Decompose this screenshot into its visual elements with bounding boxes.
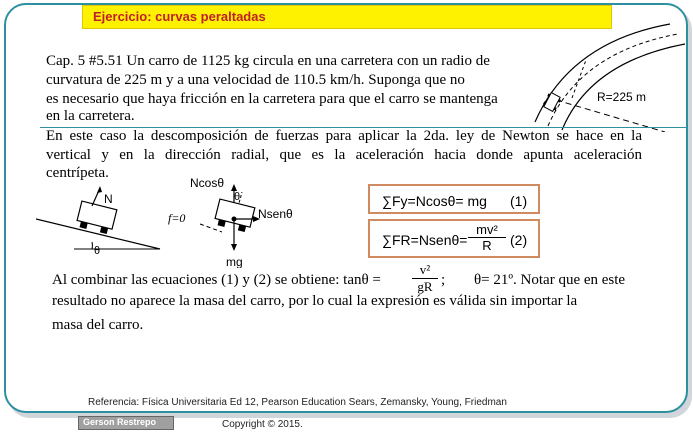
conclusion-numerator: v² bbox=[412, 262, 438, 279]
conclusion-line-3: masa del carro. bbox=[52, 317, 144, 333]
conclusion-line-1a: Al combinar las ecuaciones (1) y (2) se obtiene: tanθ = bbox=[52, 272, 381, 288]
conclusion-denominator: gR bbox=[417, 279, 433, 294]
explanation-line-1: En este caso la descomposición de fuerzas para aplicar la 2da. ley de Newton se hace en la bbox=[46, 128, 642, 144]
ncos-label: Ncosθ bbox=[190, 176, 225, 190]
angle-label: θ bbox=[94, 245, 101, 256]
equation-1-number: (1) bbox=[510, 193, 528, 209]
problem-line-2: curvatura de 225 m y a una velocidad de 110.5 km/h. Suponga que no bbox=[46, 72, 465, 88]
reference-text: Referencia: Física Universitaria Ed 12, Pearson Education Sears, Zemansky, Young, Friedman bbox=[88, 397, 507, 408]
explanation-line-3: centrípeta. bbox=[46, 165, 109, 181]
normal-label: N bbox=[104, 192, 113, 206]
theta-small-label: θ bbox=[234, 191, 241, 203]
problem-line-4: en la carretera. bbox=[46, 108, 135, 124]
equation-2-fraction bbox=[468, 222, 506, 253]
equation-2-numerator: mv² bbox=[468, 222, 506, 238]
radius-label: R=225 m bbox=[597, 90, 647, 104]
free-body-diagram bbox=[164, 172, 314, 268]
conclusion-fraction bbox=[412, 262, 438, 295]
nsen-label: Nsenθ bbox=[258, 207, 293, 221]
problem-line-1: Cap. 5 #5.51 Un carro de 1125 kg circula en una carretera con un radio de bbox=[46, 53, 490, 69]
equation-2-denominator: R bbox=[482, 238, 492, 253]
radius-line-2 bbox=[572, 60, 586, 98]
problem-line-3: es necesario que haya fricción en la carretera para que el carro se mantenga bbox=[46, 91, 498, 107]
equation-1: ∑Fy=Ncosθ= mg bbox=[382, 193, 487, 209]
equation-box-2 bbox=[368, 219, 540, 258]
car-icon bbox=[542, 92, 562, 113]
conclusion-line-2: resultado no aparece la masa del carro, por lo cual la expresión es válida sin importar la bbox=[52, 293, 578, 309]
author-name: Gerson Restrepo bbox=[83, 417, 157, 427]
road-curve-figure bbox=[520, 22, 690, 132]
conclusion-semicolon: ; bbox=[441, 272, 446, 288]
weight-label: mg bbox=[226, 255, 243, 268]
equation-2-number: (2) bbox=[510, 232, 528, 248]
page-title: Ejercicio: curvas peraltadas bbox=[93, 9, 266, 24]
conclusion-line-1b: θ= 21º. Notar que en este bbox=[474, 272, 626, 288]
equation-box-1 bbox=[368, 184, 540, 214]
friction-label: f=0 bbox=[168, 211, 186, 225]
author-badge bbox=[78, 416, 174, 430]
explanation-line-2: vertical y en la dirección radial, que es la aceleración hacia donde apunta aceleración bbox=[46, 147, 642, 163]
incline-car-diagram bbox=[36, 186, 161, 256]
road-center-line bbox=[548, 34, 678, 126]
copyright-text: Copyright © 2015. bbox=[222, 419, 303, 430]
equation-2-lhs: ∑FR=Nsenθ= bbox=[382, 232, 468, 248]
road-inner-edge bbox=[562, 44, 685, 130]
